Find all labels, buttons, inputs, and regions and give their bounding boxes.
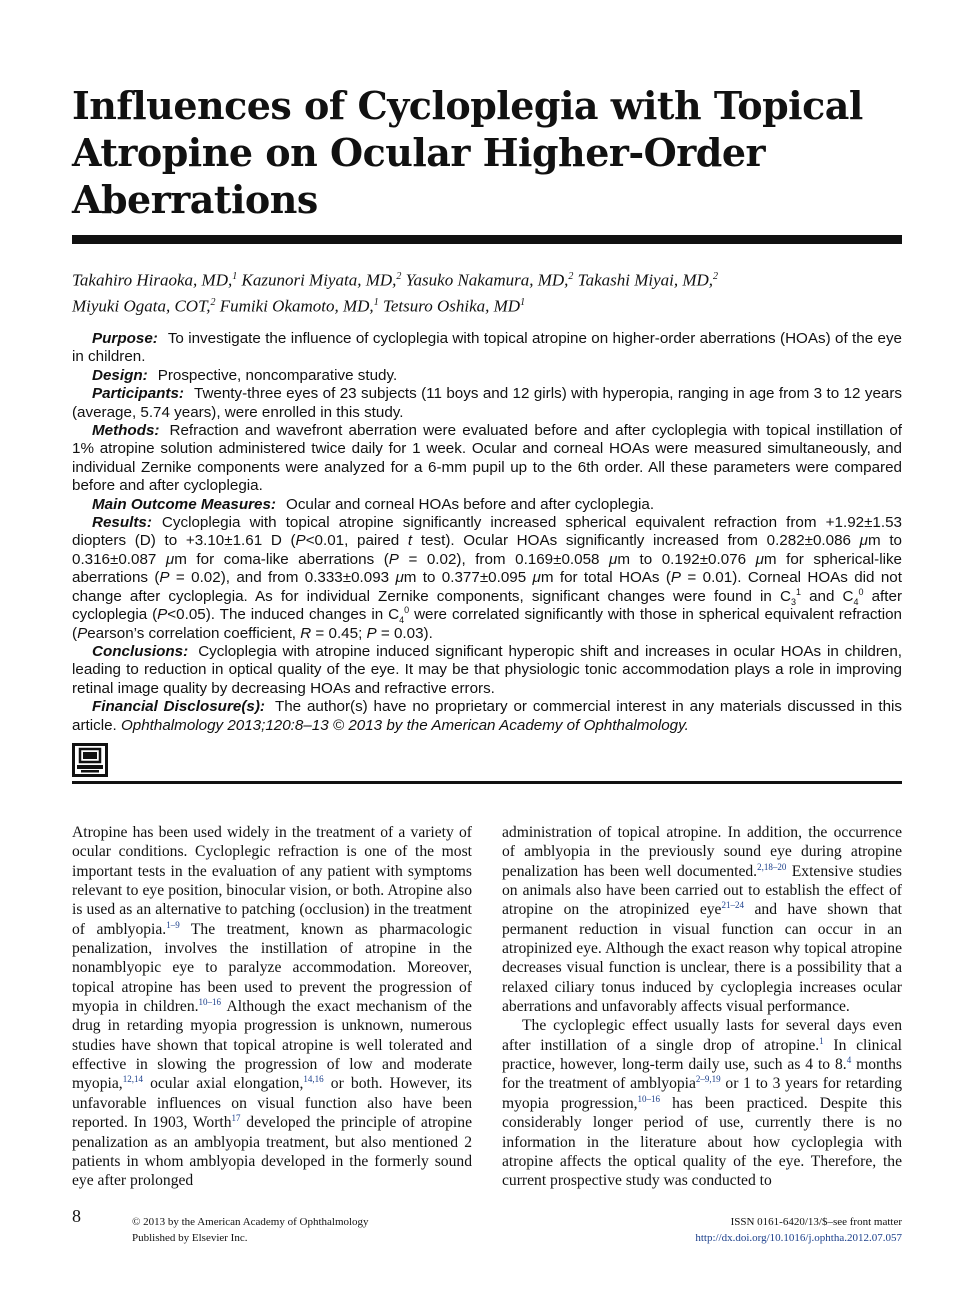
page-number: 8 (72, 1206, 81, 1226)
measures-label: Main Outcome Measures: (92, 495, 276, 513)
issn-text: ISSN 0161-6420/13/$–see front matter (730, 1216, 902, 1228)
abstract-purpose (72, 330, 902, 367)
author-list (72, 266, 902, 317)
article-title: Influences of Cycloplegia with Topical Atropine on Ocular Higher-Order Aberrations (72, 83, 863, 222)
body-paragraph: Atropine has been used widely in the treatment of a variety of ocular conditions. Cycloplegic refraction is one of the most important tests in the evaluation of any patient with symptoms relevant to eye position, binocular vision, or both. Atropine also is used as an alternative to patching (occlusion) in the treatment of amblyopia.$^{1-9}$ The treatment, known as pharmacologic penalization, involves the instillation of atropine in the nonamblyopic eye to paralyze accommodation. Moreover, topical atropine has been used to prevent the progression of myopia in children.$^{10-16}$ Although the exact mechanism of the drug in retarding myopia progression is unknown, numerous studies have shown that topical atropine is well tolerated and effective in slowing the progression of low and moderate myopia,$^{12,14}$ ocular axial elongation,$^{14,16}$ or both. However, its unfavorable influences on visual function also have been reported. In 1903, Worth$^{17}$ developed the principle of atropine penalization as an amblyopia treatment, but also mentioned 2 patients in whom amblyopia developed in the formerly sound eye after prolonged (72, 824, 472, 1190)
abstract-methods (72, 422, 902, 496)
methods-text: Refraction and wavefront aberration were evaluated before and after cycloplegia with topical instillation of 1% atropine solution administered twice daily for 1 week. Ocular and corneal HOAs were measured simultaneously, and individual Zernike components were analyzed for a 6-mm pupil up to the 6th order. All these parameters were compared before and after cycloplegia. (72, 422, 902, 495)
abstract-results (72, 514, 902, 643)
computer-icon (72, 743, 108, 777)
results-label: Results: (92, 514, 152, 532)
measures-text: Ocular and corneal HOAs before and after cycloplegia. (286, 495, 655, 513)
results-text: Cycloplegia with topical atropine significantly increased spherical equivalent refraction from +1.92±1.53 diopters (D) to +3.10±1.61 D (P<0.01, paired t test). Ocular HOAs significantly increased from 0.282±0.086 μm to 0.316±0.087 μm for coma-like aberrations (P = 0.02), from 0.169±0.058 μm to 0.192±0.076 μm for spherical-like aberrations (P = 0.02), and from 0.333±0.093 μm to 0.377±0.095 μm for total HOAs (P = 0.01). Corneal HOAs did not change after cycloplegia. As for individual Zernike components, significant changes were found in $C_3^1$ and $C_4^0$ after cycloplegia (P<0.05). The induced changes in $C_4^0$ were correlated significantly with those in spherical equivalent refraction (Pearson’s correlation coefficient, R = 0.45; P = 0.03). (72, 514, 902, 642)
author-line-1: Takahiro Hiraoka, MD,$^1$ Kazunori Miyata, MD,$^2$ Yasuko Nakamura, MD,$^2$ Takashi Miyai, MD,$^2$ (72, 270, 719, 290)
disclosure-text: The author(s) have no proprietary or commercial interest in any materials discussed in this article. (72, 698, 903, 734)
footer-left (132, 1214, 369, 1246)
copyright-text: © 2013 by the American Academy of Ophthalmology (132, 1216, 369, 1228)
abstract-participants (72, 385, 902, 422)
section-rule (72, 781, 902, 784)
design-text: Prospective, noncomparative study. (157, 366, 398, 384)
methods-label: Methods: (92, 422, 160, 440)
conclusions-text: Cycloplegia with atropine induced significant hyperopic shift and increases in ocular HOAs in children, leading to reduction in optical quality of the eye. It may be that physiologic tonic accommodation plays a role in improving retinal image quality by decreasing HOAs and refractive errors. (72, 642, 902, 697)
abstract-design (72, 367, 902, 385)
design-label: Design: (92, 366, 148, 384)
publisher-text: Published by Elsevier Inc. (132, 1232, 248, 1244)
purpose-text: To investigate the influence of cycloplegia with topical atropine on higher-order aberrations (HOAs) of the eye in children. (72, 330, 902, 366)
body-paragraph: The cycloplegic effect usually lasts for several days even after instillation of a single drop of atropine.$^1$ In clinical practice, however, long-term daily use, such as 4 to 8.$^4$ months for the treatment of amblyopia$^{2-9,19}$ or 1 to 3 years for retarding myopia progression,$^{10-16}$ has been practiced. Despite this considerably longer period of use, currently there is no information in the literature about how cycloplegia with atropine affects the optical quality of the eye. Therefore, the current prospective study was conducted to (502, 1017, 902, 1190)
purpose-label: Purpose: (92, 330, 158, 347)
abstract (72, 330, 902, 735)
participants-label: Participants: (92, 385, 184, 403)
abstract-disclosure (72, 698, 902, 735)
body-column-left (72, 823, 472, 1191)
author-line-2: Miyuki Ogata, COT,$^2$ Fumiki Okamoto, MD,$^1$ Tetsuro Oshika, $MD^1$ (72, 296, 526, 316)
title-rule (72, 235, 902, 244)
doi-link[interactable]: http://dx.doi.org/10.1016/j.ophtha.2012.07.057 (695, 1232, 902, 1244)
abstract-conclusions (72, 643, 902, 698)
body-column-right (502, 823, 902, 1191)
disclosure-label: Financial Disclosure(s): (92, 698, 265, 716)
citation-text: Ophthalmology 2013;120:8–13 © 2013 by the American Academy of Ophthalmology. (120, 716, 689, 734)
footer-right (695, 1214, 902, 1246)
body-paragraph: administration of topical atropine. In addition, the occurrence of amblyopia in the previously sound eye during atropine penalization has been well documented.$^{2,18-20}$ Extensive studies on animals also have been carried out to establish the effect of atropine on the atropinized eye$^{21-24}$ and have shown that permanent reduction in visual function can occur in an atropinized eye. Although the exact reason why topical atropine decreases visual function is unclear, there is a possibility that a relaxed ciliary tonus induced by cycloplegia increases ocular aberrations and unfavorably affects visual performance. (502, 824, 903, 1016)
abstract-measures (72, 496, 902, 514)
participants-text: Twenty-three eyes of 23 subjects (11 boys and 12 girls) with hyperopia, ranging in age from 3 to 12 years (average, 5.74 years), were enrolled in this study. (72, 385, 902, 421)
conclusions-label: Conclusions: (92, 642, 189, 660)
